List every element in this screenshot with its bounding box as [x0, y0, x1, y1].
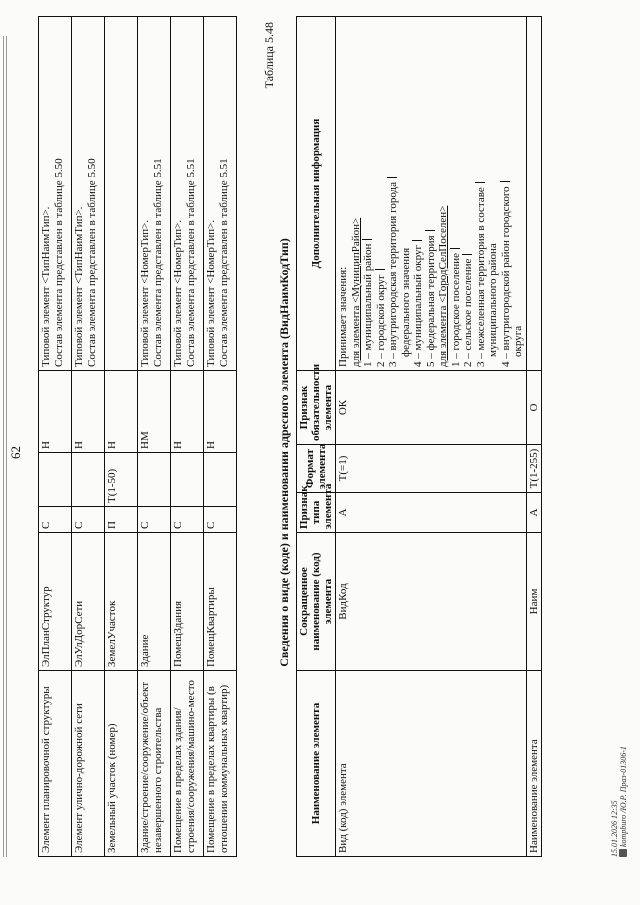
- info-text: 3 – межселенная территория в составе: [474, 187, 487, 367]
- element-code-cell: ПомещКвартиры: [204, 533, 237, 671]
- top-rule-2: [6, 36, 7, 857]
- element-required-cell: Н: [171, 371, 204, 453]
- column-header: Признак типа элемента: [297, 493, 336, 533]
- element-format-cell: [171, 453, 204, 507]
- element-format-cell: T(1-255): [526, 445, 542, 493]
- element-code-cell: ЭлУлДорСети: [72, 533, 105, 671]
- page-number: 62: [8, 446, 23, 459]
- info-text: 4 – внутригородской район городского: [499, 186, 512, 367]
- info-line: [387, 20, 400, 367]
- stamp-logo-icon: [619, 849, 627, 857]
- info-text: 5 – федеральная территория: [424, 235, 437, 367]
- column-header: Сокращенное наименование (код) элемента: [297, 533, 336, 671]
- info-text: 1 – городское поселение: [449, 252, 462, 367]
- info-line: Состав элемента представлен в таблице 5.51: [184, 158, 197, 367]
- element-type-cell: С: [138, 507, 171, 533]
- info-line: Типовой элемент <ТипНаимТип>.: [40, 206, 52, 367]
- table-row: [204, 17, 237, 857]
- element-type-cell: С: [204, 507, 237, 533]
- info-line: Типовой элемент <ТипНаимТип>.: [73, 206, 85, 367]
- info-line: [450, 20, 463, 367]
- element-required-cell: НМ: [138, 371, 171, 453]
- value-marker: [375, 268, 385, 270]
- signature-stamp: [610, 746, 628, 857]
- info-line: [437, 20, 450, 367]
- value-marker: [462, 253, 472, 255]
- element-name-cell: Элемент планировочной структуры: [39, 671, 72, 857]
- column-header: Формат элемента: [297, 445, 336, 493]
- table-row: [171, 17, 204, 857]
- element-info-cell: [39, 17, 72, 371]
- element-info-cell: [105, 17, 138, 371]
- element-name-cell: Здание/строение/сооружение/объект незавершенного строительства: [138, 671, 171, 857]
- value-marker: [475, 181, 485, 183]
- element-code-cell: ПомещЗдания: [171, 533, 204, 671]
- stamp-signer: [619, 746, 628, 857]
- lower-table: [296, 16, 542, 857]
- info-text: 2 – сельское поселение: [462, 258, 474, 367]
- top-rule: [3, 36, 4, 857]
- info-line: [512, 20, 525, 367]
- element-required-cell: О: [526, 371, 542, 445]
- value-marker: [500, 180, 510, 182]
- info-line: Состав элемента представлен в таблице 5.51: [151, 158, 164, 367]
- value-marker: [412, 239, 422, 241]
- info-text: 4 – муниципальный округ: [412, 244, 424, 367]
- upper-table: [38, 16, 237, 857]
- column-header: Признак обязательности элемента: [297, 371, 336, 445]
- info-line: Типовой элемент <НомерТип>.: [205, 219, 217, 367]
- element-info-cell: [138, 17, 171, 371]
- element-name-cell: Помещение в пределах квартиры (в отношении коммунальных квартир): [204, 671, 237, 857]
- element-required-cell: Н: [204, 371, 237, 453]
- info-line: [400, 20, 413, 367]
- element-type-cell: С: [39, 507, 72, 533]
- info-line: [475, 20, 488, 367]
- element-info-cell: [526, 17, 542, 371]
- value-marker: [362, 238, 372, 240]
- element-info-cell: [72, 17, 105, 371]
- info-text: Принимает значения:: [337, 266, 349, 367]
- element-format-cell: [39, 453, 72, 507]
- element-format-cell: [72, 453, 105, 507]
- element-required-cell: Н: [105, 371, 138, 453]
- info-line: Типовой элемент <НомерТип>.: [139, 219, 151, 367]
- element-info-cell: [204, 17, 237, 371]
- element-name-cell: Элемент улично-дорожной сети: [72, 671, 105, 857]
- value-marker: [387, 176, 397, 178]
- element-code-cell: Наим: [526, 533, 542, 671]
- element-format-cell: [138, 453, 171, 507]
- element-info-cell: [171, 17, 204, 371]
- info-text: 3 – внутригородская территория города: [387, 181, 399, 367]
- info-line: Состав элемента представлен в таблице 5.51: [217, 158, 230, 367]
- info-line: [487, 20, 500, 367]
- element-format-cell: T(1-50): [105, 453, 138, 507]
- info-line: [337, 20, 350, 367]
- element-format-cell: [204, 453, 237, 507]
- element-required-cell: Н: [39, 371, 72, 453]
- stamp-signer-text: kompburo /Ю.Р. Праз-01306-1: [619, 746, 628, 847]
- element-required-cell: ОК: [336, 371, 527, 445]
- element-name-cell: Вид (код) элемента: [336, 671, 527, 857]
- table-row: [526, 17, 542, 857]
- value-marker: [450, 247, 460, 249]
- element-name-cell: Помещение в пределах здания/ строения/сооружения/машино-место: [171, 671, 204, 857]
- table-number: Таблица 5.48: [262, 22, 276, 89]
- info-line: Состав элемента представлен в таблице 5.50: [52, 158, 65, 367]
- element-type-cell: П: [105, 507, 138, 533]
- stamp-date: 15.01.2026 12:35: [610, 800, 619, 857]
- element-name-cell: Земельный участок (номер): [105, 671, 138, 857]
- element-format-cell: T(=1): [336, 445, 527, 493]
- info-line: [462, 20, 475, 367]
- info-line: Типовой элемент <НомерТип>.: [172, 219, 184, 367]
- info-text: федерального значения: [399, 247, 412, 357]
- info-text: 2 – городской округ: [374, 274, 387, 367]
- table-row: [72, 17, 105, 857]
- element-name-cell: Наименование элемента: [526, 671, 542, 857]
- element-info-cell: [336, 17, 527, 371]
- element-type-cell: С: [171, 507, 204, 533]
- element-type-cell: А: [336, 493, 527, 533]
- element-code-cell: ЗемелУчасток: [105, 533, 138, 671]
- element-code-cell: ВидКод: [336, 533, 527, 671]
- info-line: [362, 20, 375, 367]
- info-text: муниципального района: [487, 243, 499, 357]
- element-code-cell: ЭлПланСтруктур: [39, 533, 72, 671]
- info-line: [350, 20, 363, 367]
- element-code-cell: Здание: [138, 533, 171, 671]
- info-line: [412, 20, 425, 367]
- info-text: 1 – муниципальный район: [362, 243, 374, 367]
- info-text: округа: [512, 325, 524, 357]
- info-text: для элемента <ГородСелПоселен>: [437, 205, 449, 367]
- column-header: Дополнительная информация: [297, 17, 336, 371]
- info-line: [425, 20, 438, 367]
- element-required-cell: Н: [72, 371, 105, 453]
- info-line: Состав элемента представлен в таблице 5.50: [85, 158, 98, 367]
- info-line: [375, 20, 388, 367]
- table-caption: Сведения о виде (коде) и наименовании адресного элемента (ВидНаимКодТип): [277, 238, 291, 667]
- table-row: [39, 17, 72, 857]
- info-text: для элемента <МуниципРайон>: [349, 217, 362, 367]
- column-header: Наименование элемента: [297, 671, 336, 857]
- table-row: [105, 17, 138, 857]
- element-type-cell: С: [72, 507, 105, 533]
- value-marker: [425, 229, 435, 231]
- table-row: [138, 17, 171, 857]
- info-line: [500, 20, 513, 367]
- element-type-cell: А: [526, 493, 542, 533]
- table-row: [336, 17, 527, 857]
